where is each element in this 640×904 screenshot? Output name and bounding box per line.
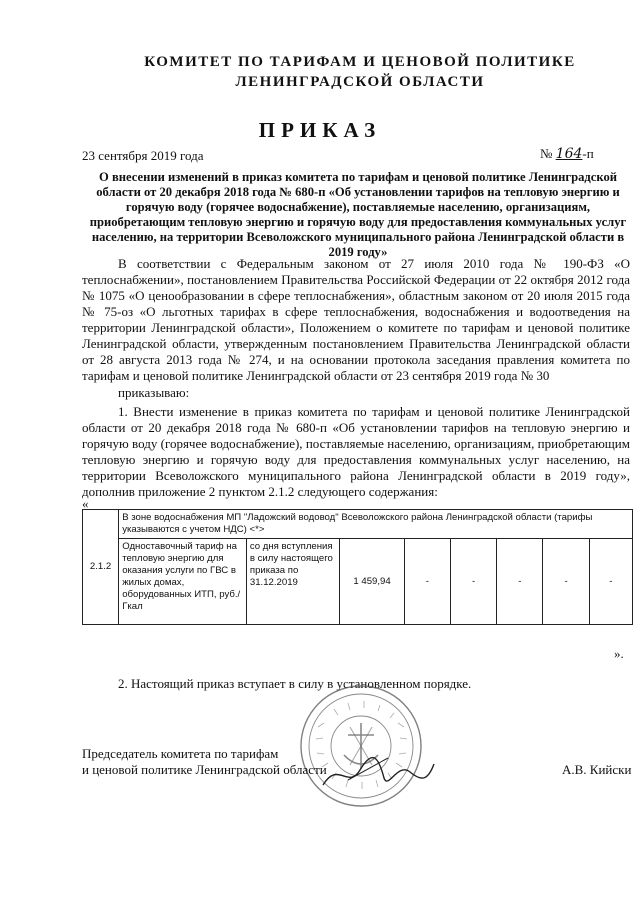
order-word: приказываю: (118, 385, 190, 400)
item-1-text: 1. Внести изменение в приказ комитета по тарифам и ценовой политике Ленинградской области от 20 декабря 2018 года № 680-п «Об установлении тарифов на тепловую энергию и горячую воду (горячее водоснабжение), поставляемые населению, организациям, приобретающим тепловую энергию и горячую воду для предоставления коммунальных услуг населению, на территории Всеволожского муниципального района Ленинградской области в 2019 году», дополнив приложение 2 пунктом 2.1.2 следующего содержания: (82, 404, 630, 499)
document-date: 23 сентября 2019 года (82, 148, 204, 163)
table-row (83, 539, 633, 625)
preamble (82, 256, 630, 384)
zone-header: В зоне водоснабжения МП "Ладожский водовод" Всеволожского района Ленинградской области (тарифы указываются с учетом НДС) <*> (119, 510, 633, 539)
document-title: ПРИКАЗ (258, 118, 382, 142)
preamble-text: В соответствии с Федеральным законом от 27 июля 2010 года № 190-ФЗ «О теплоснабжении», постановлением Правительства Российской Федерации от 22 октября 2012 года № 1075 «О ценообразовании в сфере теплоснабжения», областным законом от 20 июля 2015 года № 75-оз «О льготных тарифах в сфере теплоснабжения, водоснабжения и водоотведения на территории Ленинградской области», Положением о комитете по тарифам и ценовой политике Ленинградской области, утвержденным постановлением Правительства Ленинградской области от 28 августа 2013 года № 274, и на основании протокола заседания правления комитета по тарифам и ценовой политике Ленинградской области от 23 сентября 2019 года № 30 (82, 256, 630, 383)
org-name-line2: ЛЕНИНГРАДСКОЙ ОБЛАСТИ (235, 74, 485, 90)
signature-block (82, 746, 327, 778)
tariff-name: Одноставочный тариф на тепловую энергию для оказания услуги по ГВС в жилых домах, оборудованных ИТП, руб./Гкал (119, 539, 247, 625)
document-number (540, 146, 594, 162)
item-1 (82, 404, 630, 500)
number-prefix: № (540, 146, 553, 161)
table-cell: - (497, 539, 543, 625)
table-row (83, 510, 633, 539)
item-2: 2. Настоящий приказ вступает в силу в установленном порядке. (118, 676, 472, 691)
table-cell: - (450, 539, 496, 625)
signature-position-line1: Председатель комитета по тарифам (82, 746, 279, 761)
table-cell: - (404, 539, 450, 625)
signatory-name: А.В. Кийски (562, 762, 632, 777)
number-handwritten: 164 (555, 146, 583, 162)
table-cell: - (543, 539, 589, 625)
open-quote: « (82, 496, 89, 511)
document-subject: О внесении изменений в приказ комитета по тарифам и ценовой политике Ленинградской области от 20 декабря 2018 года № 680-п «Об установлении тарифов на тепловую энергию и горячую воду (горячее водоснабжение), поставляемые населению, организациям, приобретающим тепловую энергию и горячую воду для предоставления коммунальных услуг населению, на территории Всеволожского муниципального района Ленинградской области в 2019 году» (89, 170, 627, 259)
table-cell: - (589, 539, 632, 625)
row-number: 2.1.2 (83, 510, 119, 625)
tariff-value: 1 459,94 (340, 539, 404, 625)
number-suffix: -п (582, 146, 594, 161)
handwritten-signature (318, 750, 438, 800)
org-name-line1: КОМИТЕТ ПО ТАРИФАМ И ЦЕНОВОЙ ПОЛИТИКЕ (144, 54, 576, 70)
tariff-period: со дня вступления в силу настоящего приказа по 31.12.2019 (246, 539, 340, 625)
tariff-table (82, 509, 633, 625)
signature-position-line2: и ценовой политике Ленинградской области (82, 762, 327, 777)
close-quote: ». (614, 646, 624, 661)
